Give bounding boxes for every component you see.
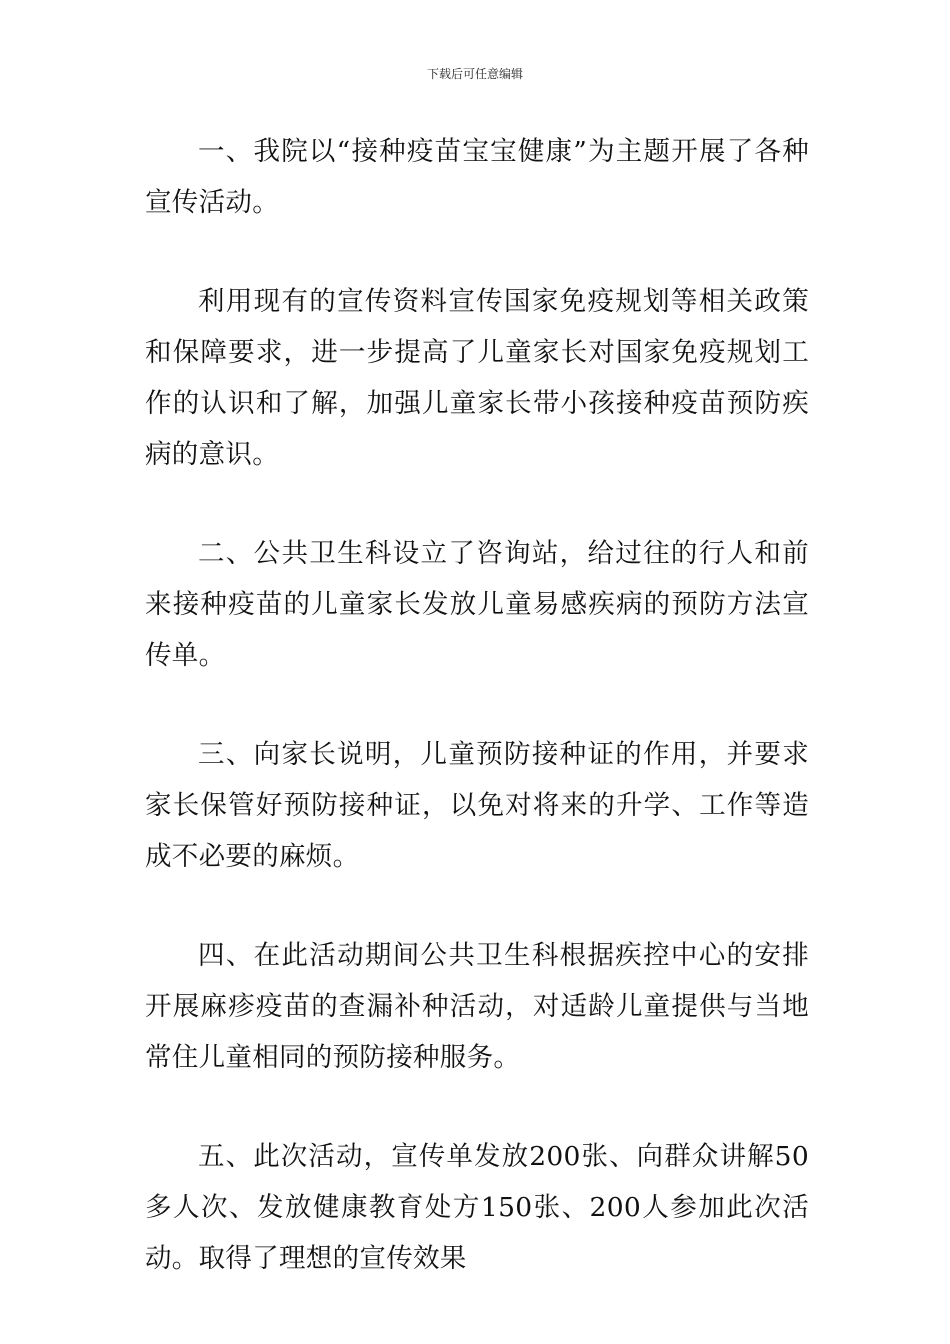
document-body: [145, 126, 809, 1284]
page-header: 下载后可任意编辑: [426, 67, 523, 81]
paragraph-4: 三、向家长说明，儿童预防接种证的作用，并要求家长保管好预防接种证，以免对将来的升学、工作等造成不必要的麻烦。: [145, 739, 809, 872]
paragraph-3: 二、公共卫生科设立了咨询站，给过往的行人和前来接种疫苗的儿童家长发放儿童易感疾病的预防方法宣传单。: [145, 538, 809, 671]
paragraph-6: 五、此次活动，宣传单发放200张、向群众讲解50多人次、发放健康教育处方150张、200人参加此次活动。取得了理想的宣传效果: [145, 1141, 809, 1274]
paragraph-5: 四、在此活动期间公共卫生科根据疾控中心的安排开展麻疹疫苗的查漏补种活动，对适龄儿童提供与当地常住儿童相同的预防接种服务。: [145, 940, 809, 1073]
paragraph-1: 一、我院以“接种疫苗宝宝健康”为主题开展了各种宣传活动。: [145, 136, 809, 218]
paragraph-2: 利用现有的宣传资料宣传国家免疫规划等相关政策和保障要求，进一步提高了儿童家长对国家免疫规划工作的认识和了解，加强儿童家长带小孩接种疫苗预防疾病的意识。: [145, 286, 809, 470]
